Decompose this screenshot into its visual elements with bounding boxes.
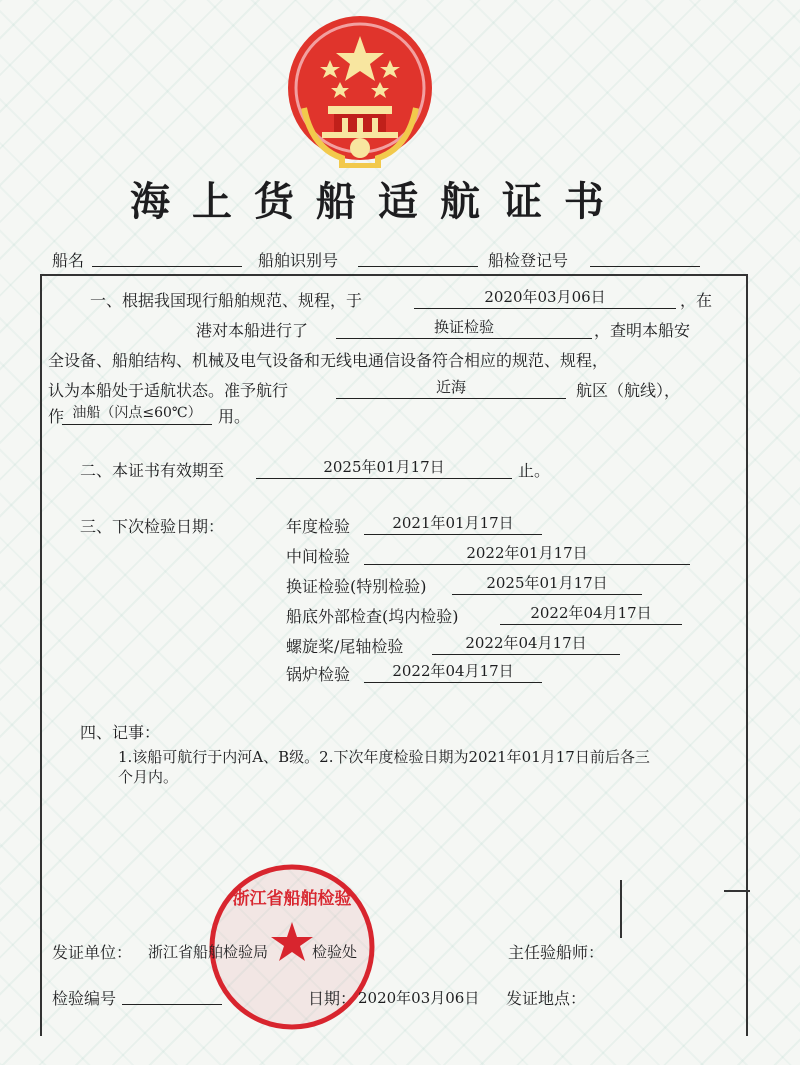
section1-port-suffix: 港对本船进行了 [196, 321, 309, 340]
issue-date-label: 日期： [308, 989, 357, 1008]
surveyor-label: 主任验船师： [508, 943, 605, 962]
intermediate-inspection-date: 2022年01月17日 [364, 542, 690, 565]
intermediate-inspection-label: 中间检验 [286, 547, 351, 566]
section4-label: 四、记事： [80, 723, 161, 742]
inspection-no-label: 检验编号 [52, 989, 117, 1008]
navigation-area-value: 近海 [336, 376, 566, 399]
ship-id-label: 船舶识别号 [258, 251, 339, 270]
issuer-label: 发证单位： [52, 943, 133, 962]
issue-date-value: 2020年03月06日 [358, 989, 480, 1007]
national-emblem-icon [282, 8, 438, 168]
bottom-survey-label: 船底外部检查(坞内检验) [286, 607, 459, 626]
ship-id-line [358, 266, 478, 267]
inspection-date-value: 2020年03月06日 [414, 286, 676, 309]
renewal-inspection-label: 换证检验(特别检验) [286, 577, 427, 596]
issuer-tail: 检验处 [312, 943, 358, 961]
annual-inspection-date: 2021年01月17日 [364, 512, 542, 535]
boiler-inspection-date: 2022年04月17日 [364, 660, 542, 683]
section2-label: 二、本证书有效期至 [80, 461, 225, 480]
section1-after-type: ，查明本船安 [594, 321, 691, 340]
section1-line5-prefix: 作 [48, 407, 65, 426]
section1-line5-suffix: 用。 [218, 407, 251, 426]
ship-name-line [92, 266, 242, 267]
note-line1: 1.该船可航行于内河A、B级。2.下次年度检验日期为2021年01月17日前后各三 [118, 748, 650, 766]
bottom-survey-date: 2022年04月17日 [500, 602, 682, 625]
section1-prefix: 一、根据我国现行船舶规范、规程，于 [90, 291, 363, 310]
section1-line4-prefix: 认为本船处于适航状态。准予航行 [48, 381, 289, 400]
section1-line3: 全设备、船舶结构、机械及电气设备和无线电通信设备符合相应的规范、规程， [48, 351, 609, 370]
registration-label: 船检登记号 [488, 251, 569, 270]
svg-text:浙江省船舶检验: 浙江省船舶检验 [232, 889, 352, 909]
signature-dash [724, 890, 750, 892]
section1-at: ，在 [680, 291, 713, 310]
propeller-inspection-date: 2022年04月17日 [432, 632, 620, 655]
issuer-value: 浙江省船舶检验局 [148, 943, 269, 961]
certificate-title: 海上货船适航证书 [130, 178, 626, 225]
ship-usage-value: 油船（闪点≤60℃） [62, 402, 212, 425]
validity-date-value: 2025年01月17日 [256, 456, 512, 479]
boiler-inspection-label: 锅炉检验 [286, 665, 351, 684]
section3-label: 三、下次检验日期： [80, 517, 225, 536]
issue-place-label: 发证地点： [506, 989, 587, 1008]
propeller-inspection-label: 螺旋桨/尾轴检验 [286, 637, 404, 656]
annual-inspection-label: 年度检验 [286, 517, 351, 536]
inspection-no-line [122, 1004, 222, 1005]
note-line2: 个月内。 [118, 768, 179, 786]
registration-line [590, 266, 700, 267]
ship-name-label: 船名 [52, 251, 85, 270]
renewal-inspection-date: 2025年01月17日 [452, 572, 642, 595]
section1-area-suffix: 航区（航线）， [576, 381, 681, 400]
inspection-type-value: 换证检验 [336, 316, 592, 339]
signature-mark [620, 880, 622, 938]
section2-suffix: 止。 [518, 461, 551, 480]
